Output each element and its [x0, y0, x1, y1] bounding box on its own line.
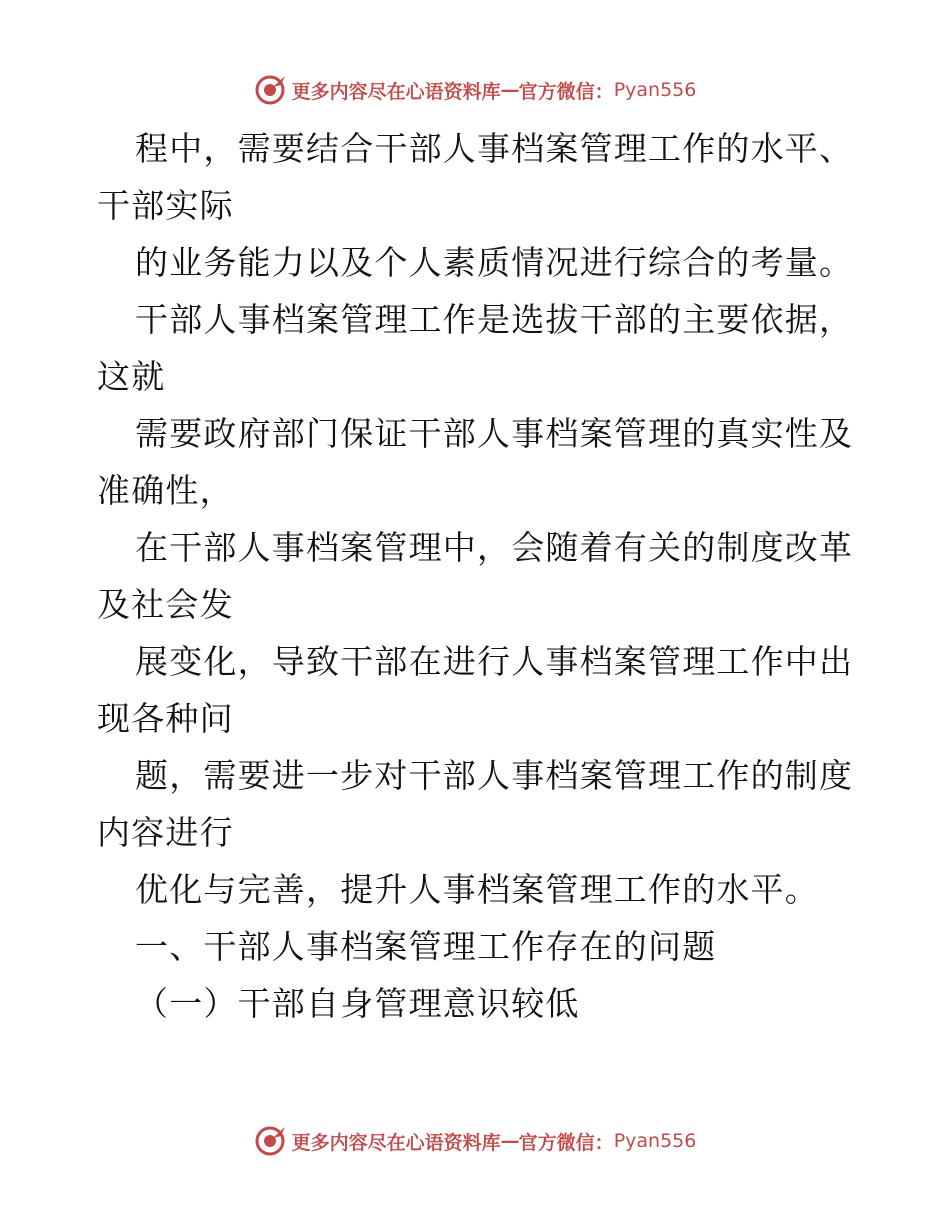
paragraph-7: 题，需要进一步对干部人事档案管理工作的制度内容进行: [97, 756, 854, 852]
quill-logo-icon: [254, 1124, 288, 1158]
watermark-site: 更多内容尽在心语资料库: [291, 80, 501, 103]
document-body: [97, 120, 857, 1032]
watermark-wechat-id: Pyan556: [613, 1130, 697, 1152]
section-heading: 一、干部人事档案管理工作存在的问题: [135, 927, 717, 966]
paragraph-4: 需要政府部门保证干部人事档案管理的真实性及准确性，: [97, 414, 854, 510]
watermark-dash: —: [500, 1130, 519, 1152]
paragraph-6: 展变化，导致干部在进行人事档案管理工作中出现各种问: [97, 642, 854, 738]
watermark-wechat-label: 官方微信：: [518, 1131, 614, 1154]
watermark-wechat-id: Pyan556: [613, 79, 697, 101]
quill-logo-icon: [254, 73, 288, 107]
watermark-site: 更多内容尽在心语资料库: [291, 1131, 501, 1154]
watermark-dash: —: [500, 79, 519, 101]
subsection-heading: （一）干部自身管理意识较低: [135, 984, 580, 1023]
paragraph-3: 干部人事档案管理工作是选拔干部的主要依据，这就: [97, 300, 854, 396]
footer-watermark: [0, 1123, 950, 1159]
paragraph-2: 的业务能力以及个人素质情况进行综合的考量。: [135, 243, 854, 282]
paragraph-8: 优化与完善，提升人事档案管理工作的水平。: [135, 870, 819, 909]
watermark-wechat-label: 官方微信：: [518, 80, 614, 103]
paragraph-5: 在干部人事档案管理中，会随着有关的制度改革及社会发: [97, 528, 854, 624]
header-watermark: [0, 72, 950, 108]
paragraph-1: 程中，需要结合干部人事档案管理工作的水平、干部实际: [97, 129, 854, 225]
